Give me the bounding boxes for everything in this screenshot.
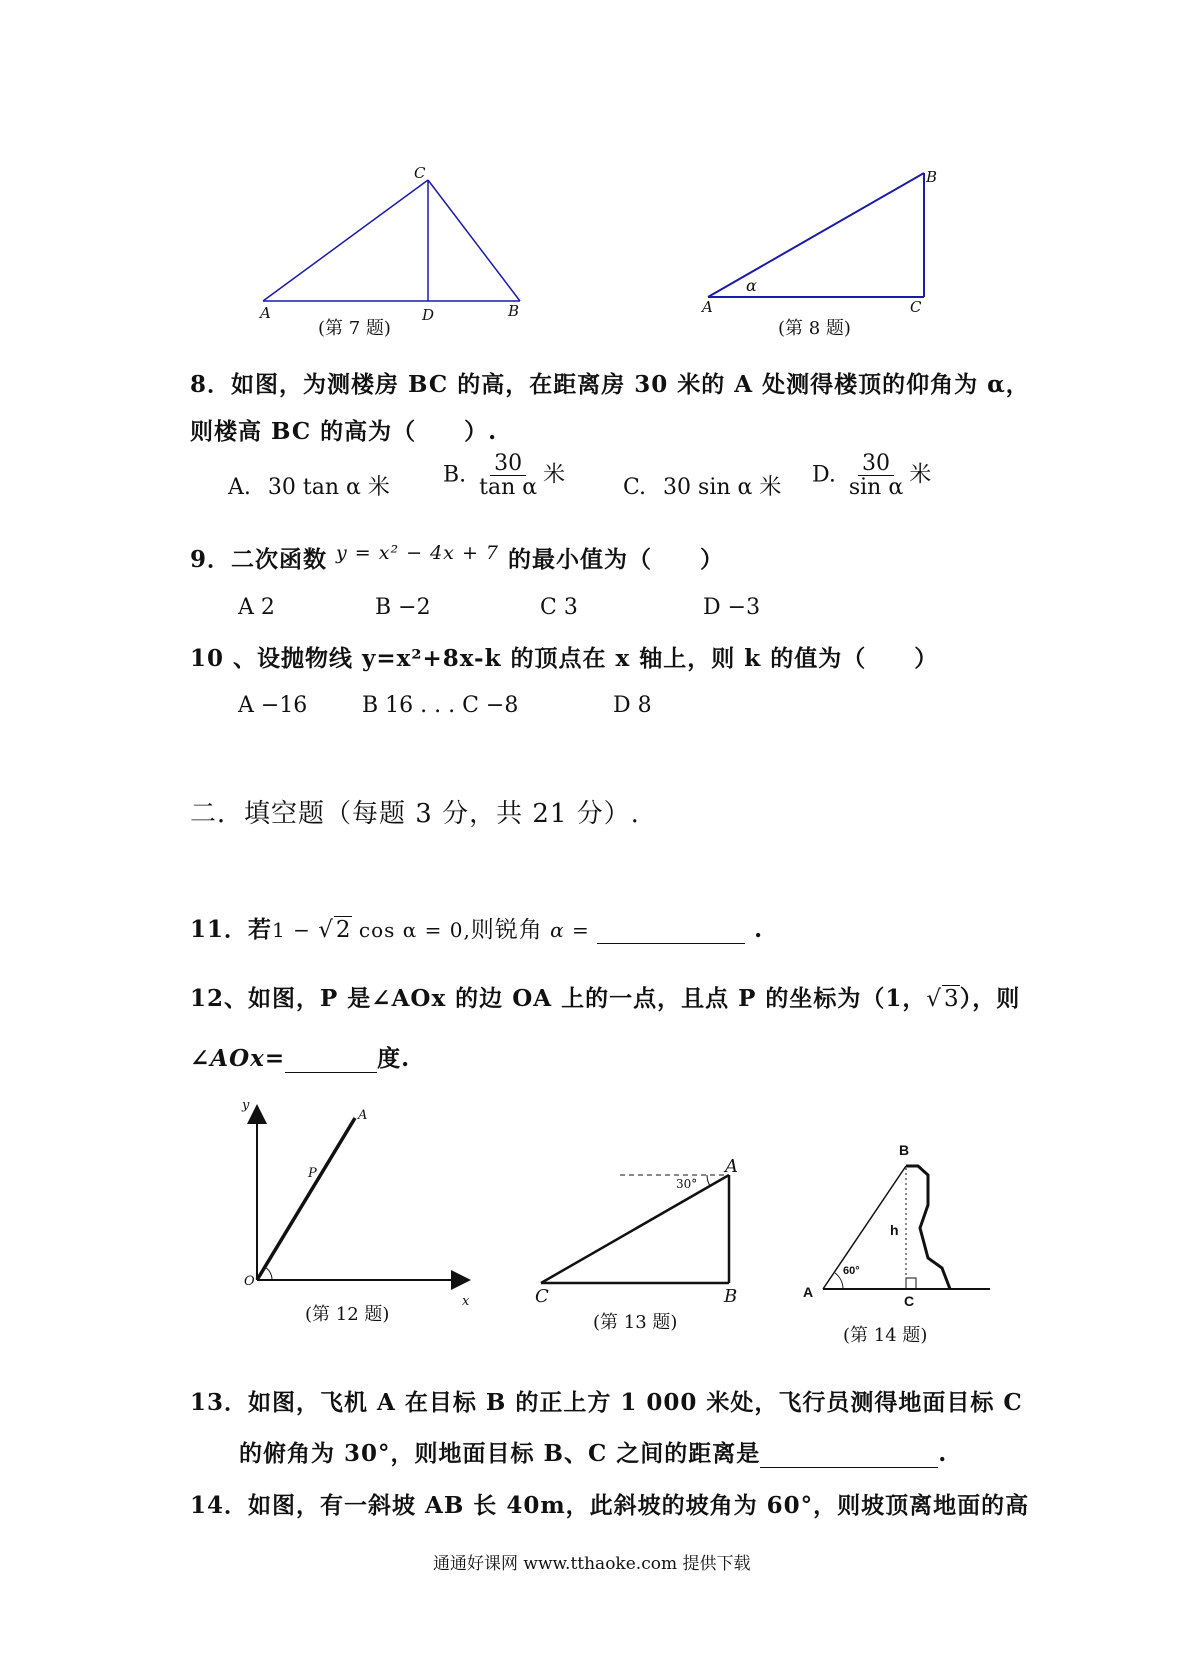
q8-option-b-numerator: 30 <box>490 452 526 476</box>
fig8-label-b: B <box>926 168 938 186</box>
q11-sqrt-value: 2 <box>335 917 352 943</box>
q13-line2-post: . <box>938 1440 948 1467</box>
q8-option-c-label: C. <box>623 475 647 500</box>
q11-math-post: cos α = 0, <box>351 918 471 942</box>
q9-option-a: A 2 <box>238 595 275 620</box>
page-footer: 通通好课网 www.tthaoke.com 提供下载 <box>433 1554 751 1574</box>
fig12-label-a: A <box>358 1108 368 1123</box>
q8-option-d-label: D. <box>812 462 836 488</box>
fig13-angle-label: 30° <box>676 1177 698 1191</box>
q10-text: 10 、设抛物线 y=x²+8x-k 的顶点在 x 轴上，则 k 的值为（ ） <box>190 645 939 672</box>
q8-option-d-unit: 米 <box>909 462 932 488</box>
q11-mid: 则锐角 <box>470 917 543 943</box>
q12-line2-post: 度. <box>377 1045 411 1072</box>
q11-end: . <box>754 916 764 943</box>
fig8-label-c: C <box>910 298 922 316</box>
q12-line2-pre: ∠AOx= <box>190 1045 286 1072</box>
section-2-title: 二．填空题（每题 3 分，共 21 分）. <box>190 799 640 829</box>
fig14-label-c: C <box>904 1293 915 1309</box>
q11-math-pre: 1 − <box>272 918 319 942</box>
fig13-label-b: B <box>724 1286 738 1307</box>
fig7-label-c: C <box>414 164 426 182</box>
fig8-caption: (第 8 题) <box>778 318 851 339</box>
fig7-caption: (第 7 题) <box>318 318 391 339</box>
q12-prefix: 12、如图，P 是∠AOx 的边 OA 上的一点，且点 P 的坐标为（1， <box>190 985 927 1012</box>
q9-suffix: 的最小值为（ ） <box>508 546 725 573</box>
fig14-label-h: h <box>890 1222 899 1238</box>
q8-option-a-text: 30 tan α 米 <box>267 475 390 500</box>
q8-option-a-label: A. <box>228 475 251 500</box>
fig13-label-c: C <box>535 1286 549 1307</box>
fig12-label-o: O <box>244 1274 255 1289</box>
q13-line2 <box>239 1435 947 1468</box>
fig8-label-alpha: α <box>746 276 757 295</box>
fig7-label-b: B <box>508 302 520 320</box>
q10-option-a: A −16 <box>238 693 308 718</box>
q13-answer-blank[interactable] <box>760 1445 938 1468</box>
q8-line2: 则楼高 BC 的高为（ ）. <box>190 418 498 445</box>
q12-sqrt-sign: √ <box>926 986 943 1012</box>
fig14-angle-label: 60° <box>843 1265 860 1277</box>
q12-suffix: ），则 <box>959 985 1021 1012</box>
q9-option-b: B −2 <box>375 595 431 620</box>
q13-line1: 13．如图，飞机 A 在目标 B 的正上方 1 000 米处，飞行员测得地面目标 C <box>190 1389 1023 1416</box>
q10-option-d: D 8 <box>613 693 652 718</box>
fig7-label-d: D <box>422 306 435 324</box>
q11-var: α = <box>542 918 598 942</box>
q9-option-c: C 3 <box>540 595 578 620</box>
fig14-caption: (第 14 题) <box>843 1325 928 1346</box>
fig14-label-a: A <box>803 1284 814 1300</box>
q8-option-b-unit: 米 <box>543 462 566 488</box>
q13-line2-pre: 的俯角为 30°，则地面目标 B、C 之间的距离是 <box>239 1440 761 1467</box>
q8-line1: 8．如图，为测楼房 BC 的高，在距离房 30 米的 A 处测得楼顶的仰角为 α， <box>190 371 1030 398</box>
fig12-label-x: x <box>462 1294 470 1309</box>
fig7-label-a: A <box>260 304 271 322</box>
fig12-caption: (第 12 题) <box>305 1304 390 1325</box>
q9-formula: y = x² − 4x + 7 <box>336 542 499 564</box>
q8-option-d-denominator: sin α <box>848 475 904 501</box>
q11-sqrt-sign: √ <box>318 917 334 943</box>
q12-sqrt-value: 3 <box>944 986 960 1012</box>
q10-option-b: B 16 . . . C −8 <box>362 693 519 718</box>
fig13-caption: (第 13 题) <box>593 1312 678 1333</box>
q8-option-c-text: 30 sin α 米 <box>663 475 782 500</box>
q8-option-b-denominator: tan α <box>479 475 538 501</box>
q14-line1: 14．如图，有一斜坡 AB 长 40m，此斜坡的坡角为 60°，则坡顶离地面的高 <box>190 1492 1030 1519</box>
fig13-label-a: A <box>725 1156 738 1177</box>
fig14-label-b: B <box>899 1142 910 1158</box>
q8-option-d-numerator: 30 <box>858 452 894 476</box>
fig12-label-y: y <box>242 1098 250 1113</box>
fig12-label-p: P <box>308 1166 317 1181</box>
q8-option-b-label: B. <box>443 462 467 488</box>
q11-prefix: 11．若 <box>190 916 273 943</box>
q9-option-d: D −3 <box>703 595 761 620</box>
q9-prefix: 9．二次函数 <box>190 546 328 573</box>
fig8-label-a: A <box>702 298 713 316</box>
